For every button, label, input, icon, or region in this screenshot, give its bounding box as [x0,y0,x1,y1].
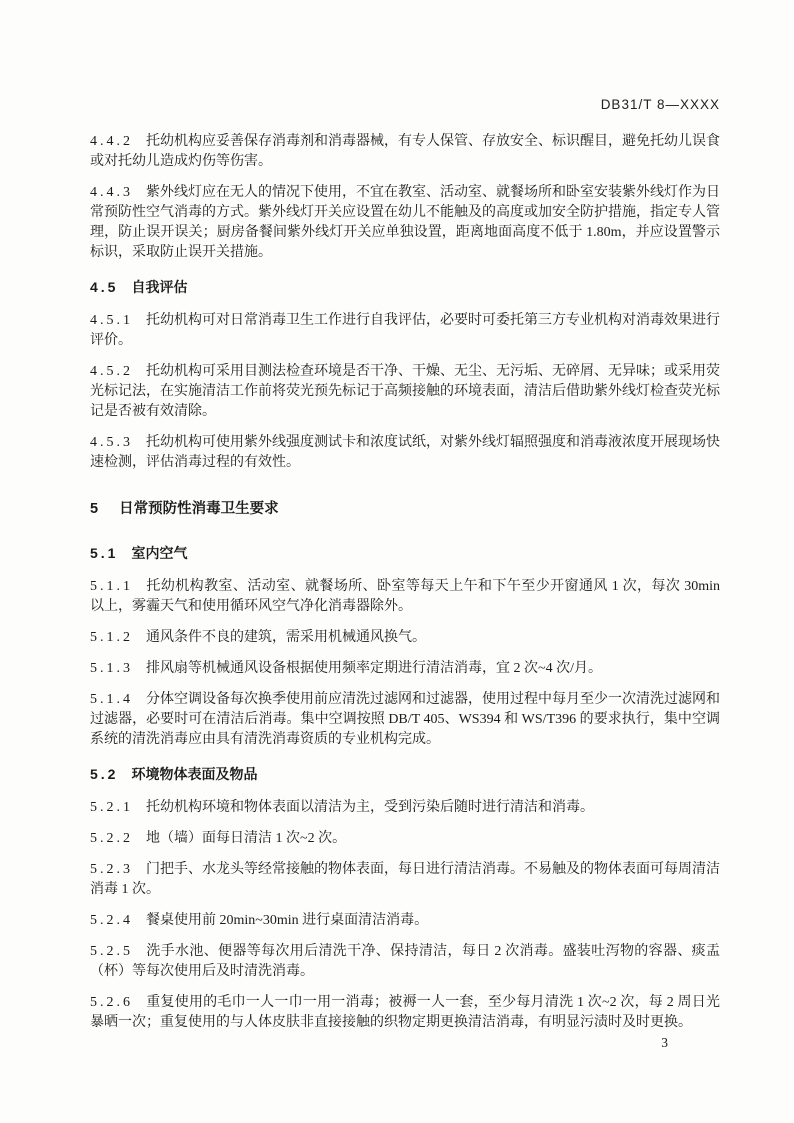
clause-5-2-1 [90,798,720,818]
clause-number: 5.1.2 [90,630,133,645]
clause-text: 自我评估 [131,279,188,295]
clause-5-1-1 [90,577,720,617]
clause-5-2-4 [90,911,720,931]
section-heading-4-5 [90,277,720,297]
clause-text: 洗手水池、便器等每次用后清洗干净、保持清洁，每日 2 次消毒。盛装吐泻物的容器、痰盂（杯）等每次使用后及时清洗消毒。 [90,944,720,979]
section-heading-5 [90,499,720,519]
clause-text: 分体空调设备每次换季使用前应清洗过滤网和过滤器，使用过程中每月至少一次清洗过滤网和过滤器，必要时可在清洁后消毒。集中空调按照 DB/T 405、WS394 和 WS/T396 的要求执行，集中空调系统的清洗消毒应由具有清洗消毒资质的专业机构完成。 [90,692,720,747]
clause-text: 重复使用的毛巾一人一巾一用一消毒；被褥一人一套，至少每月清洗 1 次~2 次，每 2 周日光暴晒一次；重复使用的与人体皮肤非直接接触的织物定期更换清洁消毒，有明显污渍时及时更换。 [90,995,720,1030]
clause-text: 紫外线灯应在无人的情况下使用，不宜在教室、活动室、就餐场所和卧室安装紫外线灯作为日常预防性空气消毒的方式。紫外线灯开关应设置在幼儿不能触及的高度或加安全防护措施，指定专人管理，防止误开误关；厨房备餐间紫外线灯开关应单独设置，距离地面高度不低于 1.80m，并应设置警示标识，采取防止误开关措施。 [90,185,720,260]
clause-number: 5.2.5 [90,944,133,959]
clause-number: 5.1.1 [90,579,133,594]
clause-number: 5.2 [90,766,119,782]
clause-text: 通风条件不良的建筑，需采用机械通风换气。 [146,630,426,645]
clause-text: 托幼机构可采用目测法检查环境是否干净、干燥、无尘、无污垢、无碎屑、无异味；或采用荧光标记法，在实施清洁工作前将荧光预先标记于高频接触的环境表面，清洁后借助紫外线灯检查荧光标记是否被有效清除。 [90,364,720,419]
clause-text: 托幼机构可对日常消毒卫生工作进行自我评估，必要时可委托第三方专业机构对消毒效果进行评价。 [90,313,720,348]
clause-text: 排风扇等机械通风设备根据使用频率定期进行清洁消毒，宜 2 次~4 次/月。 [146,661,602,676]
page-number: 3 [661,1035,668,1050]
clause-text: 托幼机构教室、活动室、就餐场所、卧室等每天上午和下午至少开窗通风 1 次，每次 30min 以上，雾霾天气和使用循环风空气净化消毒器除外。 [90,579,720,614]
clause-number: 4.4.3 [90,185,133,200]
clause-number: 5.2.4 [90,913,133,928]
clause-5-2-5 [90,942,720,982]
clause-text: 日常预防性消毒卫生要求 [119,501,279,517]
section-heading-5-2 [90,764,720,784]
clause-5-2-3 [90,860,720,900]
clause-number: 5.2.3 [90,862,133,877]
clause-4-4-3 [90,183,720,263]
clause-4-5-2 [90,362,720,422]
clause-number: 4.5.3 [90,435,133,450]
clause-4-5-3 [90,433,720,473]
clause-number: 5 [90,501,102,517]
clause-5-2-2 [90,829,720,849]
clause-number: 5.2.1 [90,800,133,815]
clause-4-5-1 [90,311,720,351]
running-header-standard-number: DB31/T 8—XXXX [600,97,720,112]
document-body [90,121,720,1044]
clause-5-2-6 [90,993,720,1033]
section-heading-5-1 [90,543,720,563]
clause-number: 4.4.2 [90,134,133,149]
clause-number: 5.1.4 [90,692,133,707]
clause-text: 门把手、水龙头等经常接触的物体表面，每日进行清洁消毒。不易触及的物体表面可每周清洁消毒 1 次。 [90,862,720,897]
clause-number: 4.5.2 [90,364,133,379]
clause-text: 地（墙）面每日清洁 1 次~2 次。 [146,831,347,846]
clause-5-1-4 [90,690,720,750]
clause-number: 5.1.3 [90,661,133,676]
clause-number: 5.2.2 [90,831,133,846]
clause-text: 室内空气 [131,545,188,561]
clause-text: 环境物体表面及物品 [131,766,258,782]
clause-text: 托幼机构可使用紫外线强度测试卡和浓度试纸，对紫外线灯辐照强度和消毒液浓度开展现场快速检测，评估消毒过程的有效性。 [90,435,720,470]
clause-5-1-3 [90,659,720,679]
clause-4-4-2 [90,132,720,172]
clause-text: 托幼机构环境和物体表面以清洁为主，受到污染后随时进行清洁和消毒。 [146,800,594,815]
clause-5-1-2 [90,628,720,648]
clause-number: 4.5 [90,279,119,295]
clause-number: 5.1 [90,545,119,561]
clause-number: 4.5.1 [90,313,133,328]
clause-text: 餐桌使用前 20min~30min 进行桌面清洁消毒。 [146,913,429,928]
clause-number: 5.2.6 [90,995,133,1010]
clause-text: 托幼机构应妥善保存消毒剂和消毒器械，有专人保管、存放安全、标识醒目，避免托幼儿误食或对托幼儿造成灼伤等伤害。 [90,134,720,169]
